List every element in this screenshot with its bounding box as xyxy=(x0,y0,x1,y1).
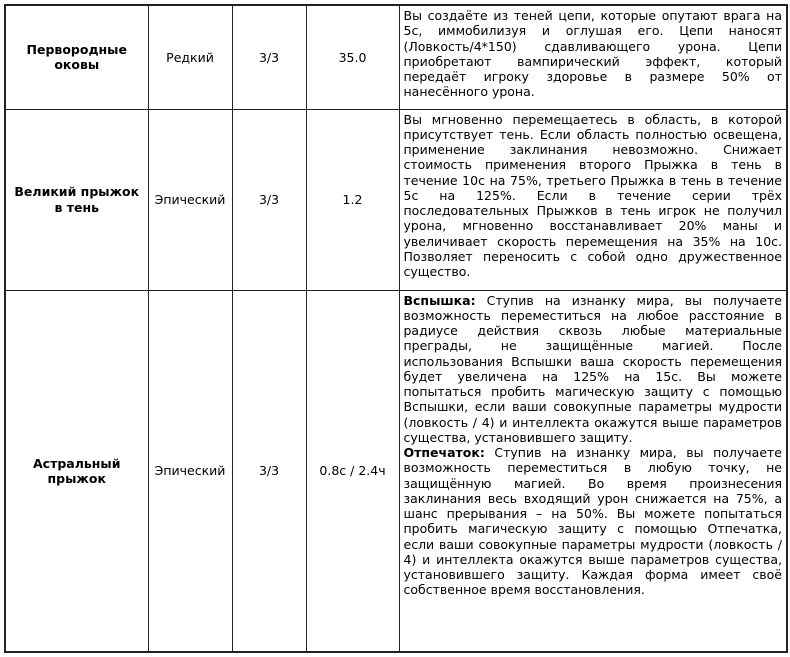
description-text: Вы создаёте из теней цепи, которые опутают врага на 5с, иммобилизуя и оглушая его. Цепи наносят (Ловкость/4*150) сдавливающего урона. Цепи приобретают вампирический эффект, который передаёт игроку здоровье в размере 50% от нанесённого урона. xyxy=(403,8,782,100)
description-paragraph xyxy=(404,445,783,598)
ability-charges: 3/3 xyxy=(258,49,280,65)
ability-name: Астральный прыжок xyxy=(33,455,121,486)
description-paragraph xyxy=(404,8,783,100)
ability-name: Великий прыжок в тень xyxy=(14,184,140,215)
ability-rarity-cell xyxy=(148,109,232,290)
ability-description-cell xyxy=(399,290,787,652)
description-lead: Вспышка: xyxy=(403,292,476,308)
ability-description-cell xyxy=(399,109,787,290)
description-text: Ступив на изнанку мира, вы получаете возможность переместиться на любое расстояние в радиусе действия сквозь любые материальные преграды, не защищённые магией. После использования Вспышки ваша скорость перемещения будет увеличена на 125% на 15с. Вы можете попытаться пробить магическую защиту с помощью Вспышки, если ваши совокупные параметры мудрости (ловкость / 4) и интеллекта окажутся выше параметров существа, установившего защиту. xyxy=(403,292,782,445)
description-text: Вы мгновенно перемещаетесь в область, в которой присутствует тень. Если область полностью освещена, применение заклинания невозможно. Снижает стоимость применения второго Прыжка в тень в течение 10с на 75%, третьего Прыжка в тень в течение 5с на 125%. Если в течение серии трёх последовательных Прыжков в тень игрок не получил урона, мгновенно восстанавливает 20% маны и увеличивает скорость перемещения на 35% на 10с. Позволяет переносить с собой одно дружественное существо. xyxy=(403,111,782,279)
description-paragraph xyxy=(404,293,783,446)
ability-cooldown: 35.0 xyxy=(338,49,367,65)
table-row xyxy=(5,5,787,109)
ability-charges: 3/3 xyxy=(258,191,280,207)
ability-rarity: Эпический xyxy=(154,191,226,207)
ability-charges-cell xyxy=(232,109,306,290)
ability-rarity-cell xyxy=(148,290,232,652)
description-paragraph xyxy=(404,112,783,280)
abilities-table xyxy=(4,4,788,653)
ability-charges-cell xyxy=(232,290,306,652)
description-text: Ступив на изнанку мира, вы получаете возможность переместиться в любую точку, не защищённую магией. Во время произнесения заклинания весь входящий урон снижается на 75%, а шанс прерывания – на 50%. Вы можете попытаться пробить магическую защиту с помощью Отпечатка, если ваши совокупные параметры мудрости (ловкость / 4) и интеллекта окажутся выше параметров существа, установившего защиту. Каждая форма имеет своё собственное время восстановления. xyxy=(403,445,782,598)
ability-name-cell xyxy=(5,109,148,290)
ability-cooldown-cell xyxy=(306,290,399,652)
ability-cooldown: 0.8с / 2.4ч xyxy=(319,463,386,479)
ability-cooldown-cell xyxy=(306,109,399,290)
ability-rarity-cell xyxy=(148,5,232,109)
ability-name: Первородные оковы xyxy=(26,42,127,73)
ability-charges: 3/3 xyxy=(258,463,280,479)
ability-name-cell xyxy=(5,290,148,652)
table-row xyxy=(5,290,787,652)
ability-name-cell xyxy=(5,5,148,109)
table-row xyxy=(5,109,787,290)
ability-rarity: Эпический xyxy=(154,463,226,479)
ability-rarity: Редкий xyxy=(166,49,214,65)
ability-cooldown-cell xyxy=(306,5,399,109)
ability-description-cell xyxy=(399,5,787,109)
ability-charges-cell xyxy=(232,5,306,109)
description-lead: Отпечаток: xyxy=(403,445,485,460)
ability-cooldown: 1.2 xyxy=(342,191,363,207)
